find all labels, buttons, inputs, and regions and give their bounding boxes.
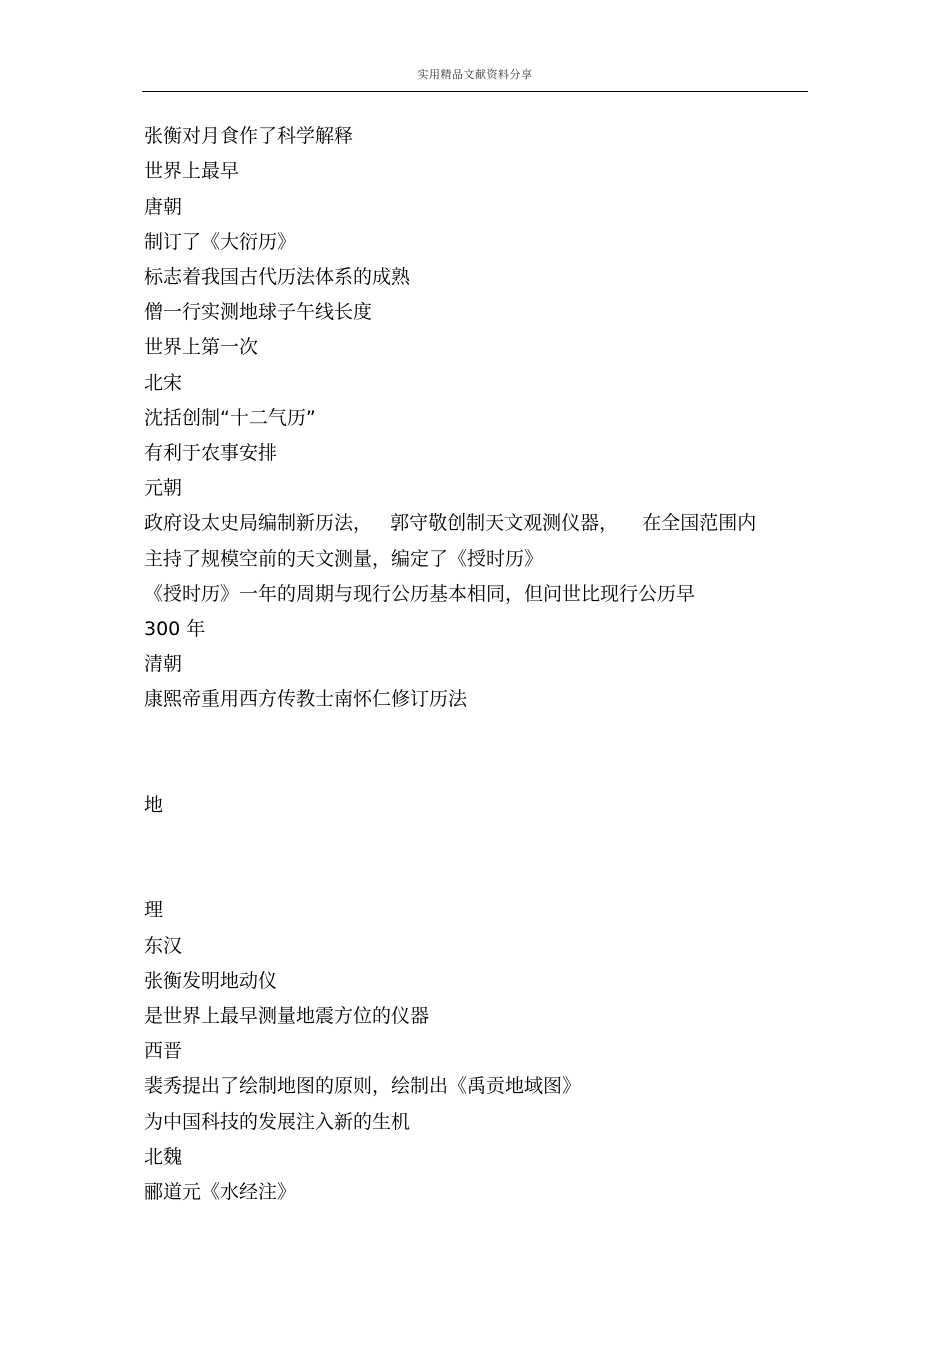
text-line: 主持了规模空前的天文测量，编定了《授时历》 bbox=[144, 548, 544, 570]
text-line: 郦道元《水经注》 bbox=[144, 1181, 297, 1203]
header-divider bbox=[142, 91, 808, 92]
text-line: 元朝 bbox=[144, 477, 183, 499]
text-line: 张衡对月食作了科学解释 bbox=[144, 125, 354, 147]
text-line: 北宋 bbox=[144, 372, 183, 394]
text-line: 裴秀提出了绘制地图的原则，绘制出《禹贡地域图》 bbox=[144, 1075, 582, 1097]
text-line: 是世界上最早测量地震方位的仪器 bbox=[144, 1005, 430, 1027]
text-line: 制订了《大衍历》 bbox=[144, 231, 297, 253]
text-line: 有利于农事安排 bbox=[144, 442, 278, 464]
text-line: 清朝 bbox=[144, 653, 183, 675]
text-line: 为中国科技的发展注入新的生机 bbox=[144, 1111, 411, 1133]
text-line: 沈括创制“十二气历” bbox=[144, 407, 316, 429]
text-line: 世界上最早 bbox=[144, 160, 240, 182]
text-line: 北魏 bbox=[144, 1146, 183, 1168]
page-header: 实用精品文献资料分享 bbox=[417, 68, 533, 81]
text-line: 张衡发明地动仪 bbox=[144, 970, 278, 992]
text-line: 300 年 bbox=[144, 618, 206, 640]
text-line: 僧一行实测地球子午线长度 bbox=[144, 301, 373, 323]
text-line: 政府设太史局编制新历法， 郭守敬创制天文观测仪器， 在全国范围内 bbox=[144, 512, 757, 534]
section-char: 地 bbox=[144, 794, 164, 816]
section-char: 理 bbox=[144, 899, 164, 921]
text-line: 世界上第一次 bbox=[144, 336, 259, 358]
text-line: 东汉 bbox=[144, 935, 183, 957]
text-line: 唐朝 bbox=[144, 196, 183, 218]
text-line: 西晋 bbox=[144, 1040, 183, 1062]
text-line: 《授时历》一年的周期与现行公历基本相同，但问世比现行公历早 bbox=[144, 583, 696, 605]
text-line: 康熙帝重用西方传教士南怀仁修订历法 bbox=[144, 688, 468, 710]
text-line: 标志着我国古代历法体系的成熟 bbox=[144, 266, 411, 288]
